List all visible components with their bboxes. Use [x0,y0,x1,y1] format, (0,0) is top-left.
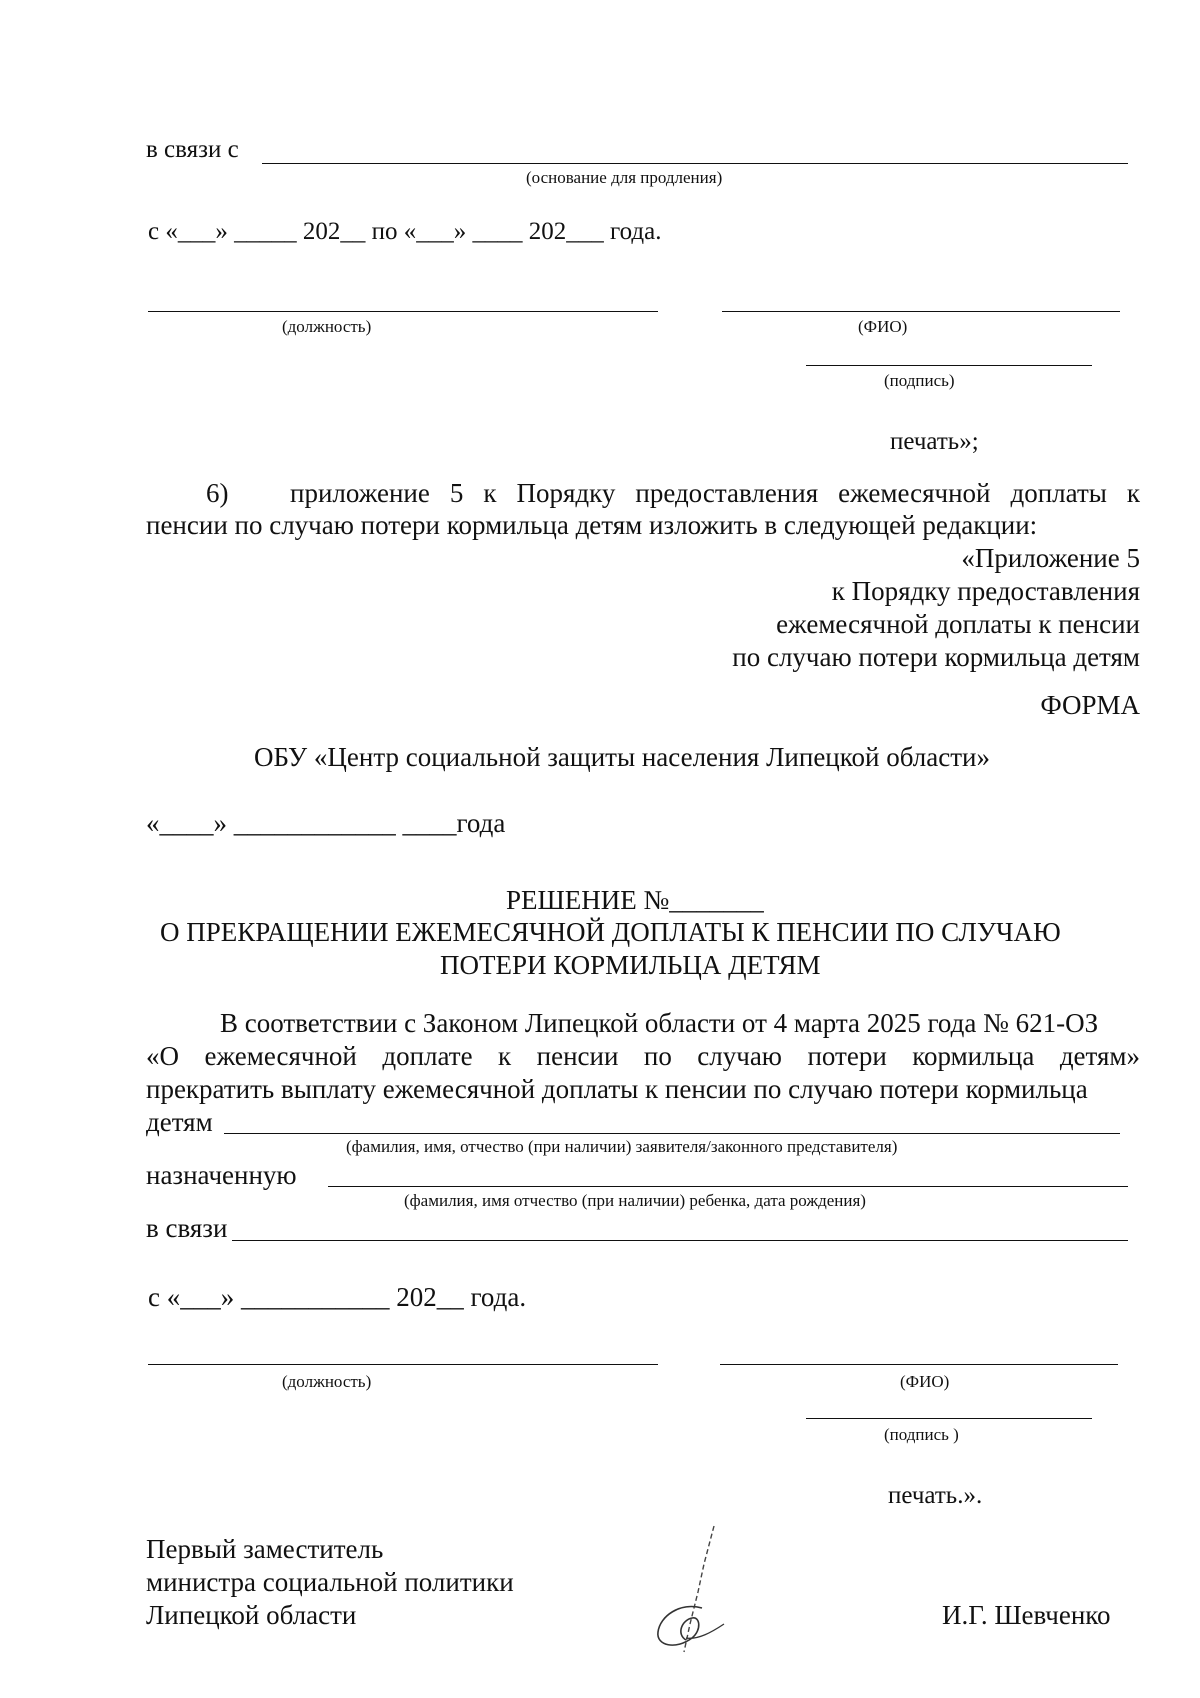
stamp-label: печать»; [890,428,979,455]
position-caption: (должность) [282,317,372,336]
item-marker: 6) [206,478,229,508]
appendix-line4: по случаю потери кормильца детям [732,642,1140,672]
bottom-stamp-label: печать.». [888,1482,983,1509]
date-range: с «___» _____ 202__ по «___» ____ 202___ года. [148,218,662,245]
applicant-line [224,1133,1120,1134]
fio-caption: (ФИО) [858,317,908,336]
form-date: «____» ____________ ____года [146,808,506,838]
bottom-signature-caption: (подпись ) [884,1425,959,1444]
signature-line [806,365,1092,366]
reason-line [232,1240,1128,1241]
organization-name: ОБУ «Центр социальной защиты населения Липецкой области» [254,742,990,772]
signatory-line2: министра социальной политики [146,1567,514,1597]
fio-line [722,311,1120,312]
decision-number: РЕШЕНИЕ №_______ [506,885,764,915]
from-date: с «___» ___________ 202__ года. [148,1282,527,1312]
child-line [328,1186,1128,1187]
bottom-position-caption: (должность) [282,1372,372,1391]
decision-title-line2: ПОТЕРИ КОРМИЛЬЦА ДЕТЯМ [440,950,821,980]
appendix-line2: к Порядку предоставления [831,576,1140,606]
bottom-fio-line [720,1364,1118,1365]
decision-title-line1: О ПРЕКРАЩЕНИИ ЕЖЕМЕСЯЧНОЙ ДОПЛАТЫ К ПЕНСИИ ПО СЛУЧАЮ [160,917,1061,947]
applicant-caption: (фамилия, имя, отчество (при наличии) заявителя/законного представителя) [346,1137,898,1156]
signatory-line1: Первый заместитель [146,1534,384,1564]
signatory-line3: Липецкой области [146,1600,357,1630]
item-text-line1: приложение 5 к Порядку предоставления ежемесячной доплаты к [290,478,1140,508]
appendix-line1: «Приложение 5 [961,543,1140,573]
signature-caption: (подпись) [884,371,955,390]
body-line1: В соответствии с Законом Липецкой области от 4 марта 2025 года № 621-ОЗ [220,1008,1099,1038]
children-label: детям [146,1107,213,1137]
position-line [148,311,658,312]
signatory-name: И.Г. Шевченко [942,1600,1111,1630]
child-caption: (фамилия, имя отчество (при наличии) ребенка, дата рождения) [404,1191,866,1210]
body-line3: прекратить выплату ежемесячной доплаты к пенсии по случаю потери кормильца [146,1074,1088,1104]
bottom-fio-caption: (ФИО) [900,1372,950,1391]
handwritten-signature [646,1520,736,1660]
bottom-signature-line [806,1418,1092,1419]
form-label: ФОРМА [1040,690,1140,720]
assigned-label: назначенную [146,1160,297,1190]
appendix-line3: ежемесячной доплаты к пенсии [776,609,1140,639]
basis-caption: (основание для продления) [526,168,723,187]
body-line2: «О ежемесячной доплате к пенсии по случаю потери кормильца детям» [146,1041,1140,1071]
in-connection-label: в связи с [146,136,239,163]
item-text-line2: пенсии по случаю потери кормильца детям изложить в следующей редакции: [146,510,1038,540]
in-connection-body-label: в связи [146,1213,228,1243]
bottom-position-line [148,1364,658,1365]
basis-line [262,163,1128,164]
